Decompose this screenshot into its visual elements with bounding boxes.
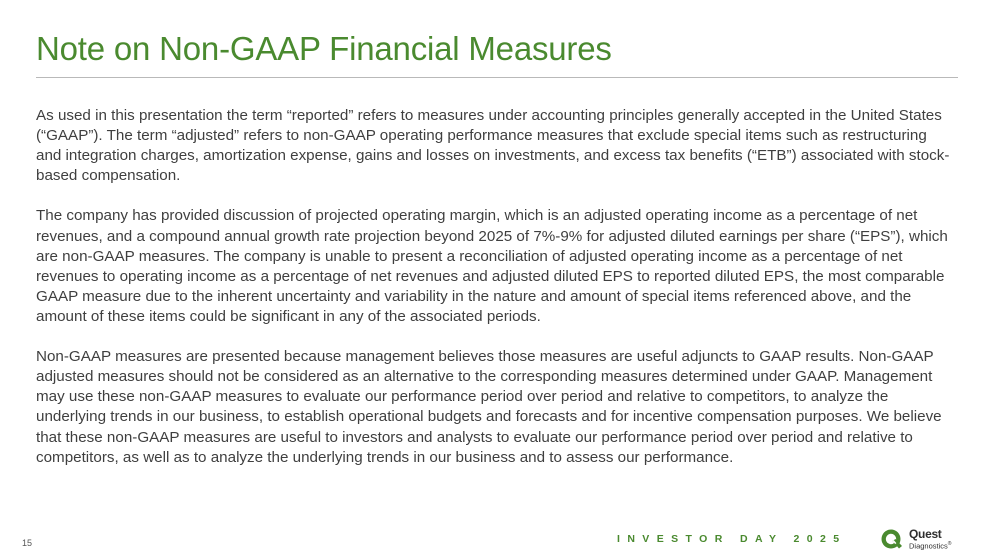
logo-subtitle-text: Diagnostics xyxy=(909,541,948,551)
quest-diagnostics-q-icon xyxy=(880,527,904,551)
logo-wordmark: Quest xyxy=(909,527,942,541)
page-number: 15 xyxy=(22,538,33,548)
slide-title: Note on Non-GAAP Financial Measures xyxy=(36,30,612,67)
event-label: INVESTOR DAY 2025 xyxy=(617,533,847,545)
paragraph-projections: The company has provided discussion of projected operating margin, which is an adjusted operating income as a percentage of net revenues, and a compound annual growth rate projection beyond 2025 of 7%-9% for adjusted diluted earnings per share (“EPS”), which are non-GAAP measures. The company is unable to present a reconciliation of adjusted operating income as a percentage of net revenues to operating income as a percentage of net revenues and adjusted diluted EPS to reported diluted EPS, the most comparable GAAP measure due to the inherent uncertainty and variability in the nature and amount of special items referenced above, and the amount of these items could be significant in any of the associated periods. xyxy=(36,207,948,325)
logo-trademark: ® xyxy=(947,541,952,547)
body-text xyxy=(36,106,954,488)
paragraph-non-gaap-rationale: Non-GAAP measures are presented because management believes those measures are useful adjuncts to GAAP results. Non-GAAP adjusted measures should not be considered as an alternative to the corresponding measures determined under GAAP. Management may use these non-GAAP measures to evaluate our performance period over period and relative to competitors, to analyze the underlying trends in our business, to establish operational budgets and forecasts and for incentive compensation purposes. We believe that these non-GAAP measures are useful to investors and analysts to evaluate our performance period over period and relative to competitors, as well as to analyze the underlying trends in our business and to assess our performance. xyxy=(36,348,942,466)
quest-diagnostics-logo xyxy=(880,527,962,551)
paragraph-reported-adjusted-definition: As used in this presentation the term “reported” refers to measures under accounting principles generally accepted in the United States (“GAAP”). The term “adjusted” refers to non-GAAP operating performance measures that exclude special items such as restructuring and integration charges, amortization expense, gains and losses on investments, and excess tax benefits (“ETB”) associated with stock-based compensation. xyxy=(36,107,950,185)
title-divider xyxy=(36,77,958,78)
logo-subtitle xyxy=(909,540,951,551)
